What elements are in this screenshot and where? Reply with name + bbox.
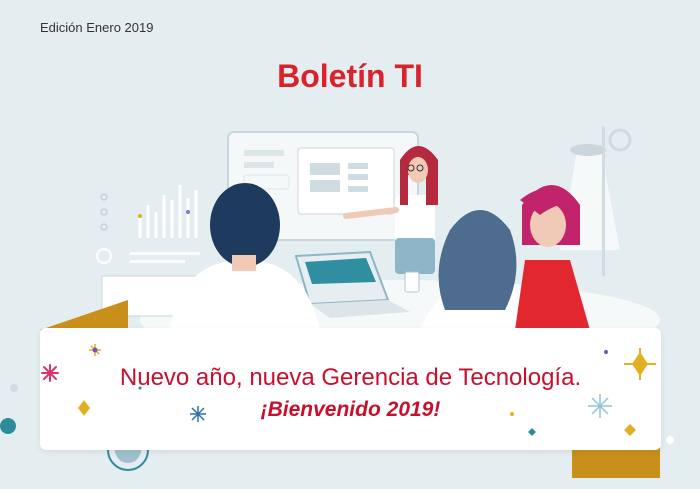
banner-subline: ¡Bienvenido 2019! xyxy=(260,398,441,421)
banner-headline: Nuevo año, nueva Gerencia de Tecnología. xyxy=(119,364,582,391)
deco-circle-left xyxy=(0,418,16,434)
coffee-mug xyxy=(405,272,419,292)
edition-label: Edición Enero 2019 xyxy=(40,20,154,35)
page-title: Boletín TI xyxy=(277,58,423,94)
woman-pink-hair-figure xyxy=(515,185,590,330)
welcome-banner xyxy=(40,328,661,450)
